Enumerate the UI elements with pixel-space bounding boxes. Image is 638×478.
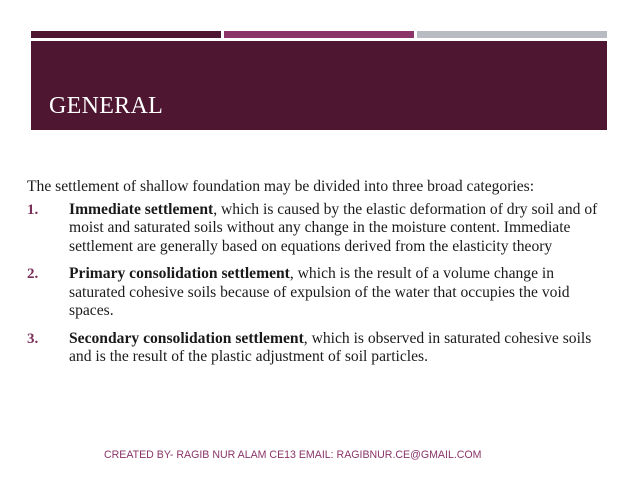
- list-number: 1.: [27, 201, 39, 218]
- list-number: 2.: [27, 266, 39, 282]
- intro-paragraph: The settlement of shallow foundation may be divided into three broad categories:: [27, 178, 535, 195]
- top-stripe-light: [417, 31, 607, 38]
- list-item: [27, 330, 602, 367]
- settlement-list: [27, 201, 602, 367]
- title-banner: [31, 41, 607, 130]
- list-term: Secondary consolidation settlement: [69, 329, 304, 347]
- footer-credit: CREATED BY- RAGIB NUR ALAM CE13 EMAIL: RAGIBNUR.CE@GMAIL.COM: [104, 449, 482, 461]
- list-description: , which is the result of a volume change in saturated cohesive soils because of expulsion of the water that occupies the void spaces.: [69, 265, 570, 319]
- list-number: 3.: [27, 330, 39, 347]
- list-term: Primary consolidation settlement: [69, 265, 290, 282]
- slide-title: GENERAL: [49, 93, 164, 119]
- list-term: Immediate settlement: [69, 200, 214, 218]
- list-item: [27, 265, 602, 321]
- list-item: [27, 201, 602, 257]
- list-description: , which is caused by the elastic deformation of dry soil and of moist and saturated soils without any change in the moisture content. Immediate settlement are generally based on equations derived from the elasticity theory: [69, 200, 598, 255]
- slide-body: [27, 178, 602, 376]
- top-stripe-dark: [31, 31, 221, 38]
- list-description: , which is observed in saturated cohesive soils and is the result of the plastic adjustment of soil particles.: [69, 329, 592, 365]
- top-stripe-mid: [224, 31, 414, 38]
